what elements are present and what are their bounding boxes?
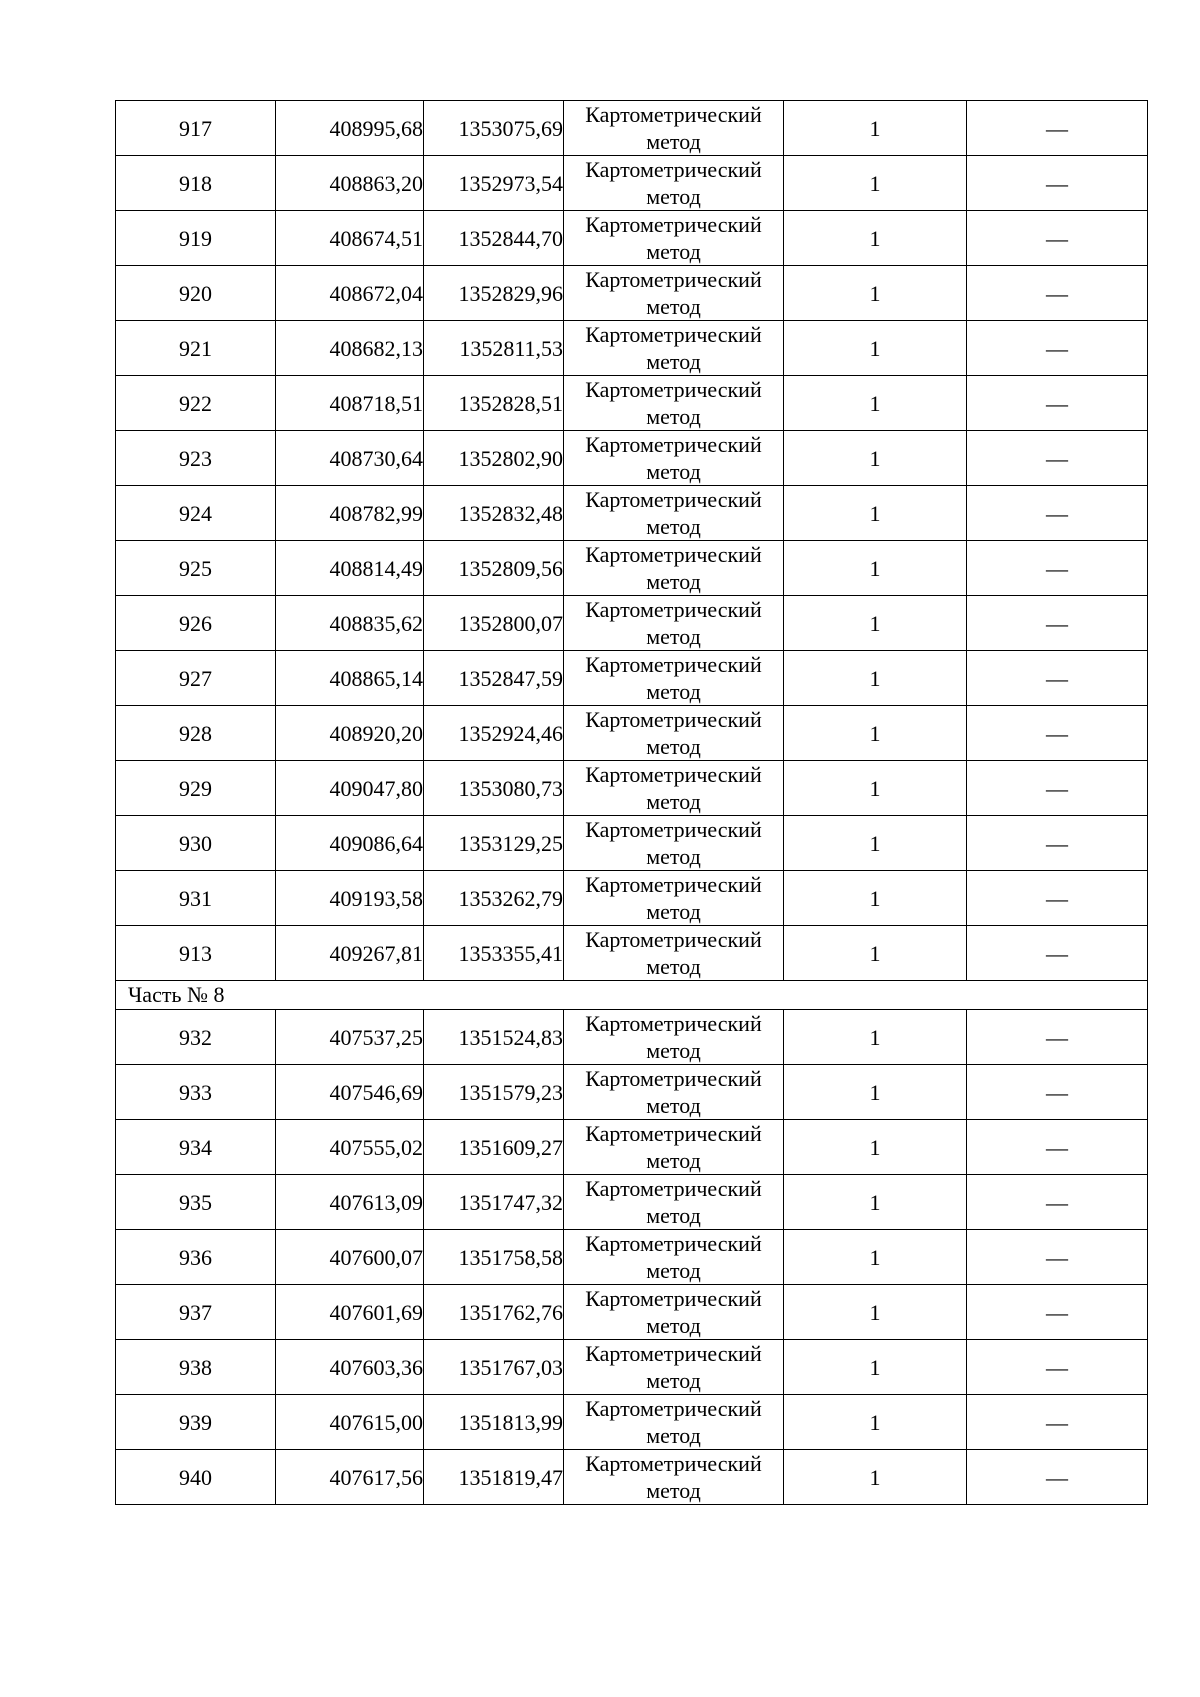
- method-line-2: метод: [646, 404, 701, 429]
- x-coordinate-cell: 408995,68: [276, 101, 424, 156]
- description-cell: —: [967, 211, 1148, 266]
- method-line-1: Картометрический: [585, 1396, 762, 1421]
- accuracy-cell: 1: [784, 706, 967, 761]
- method-cell: [564, 871, 784, 926]
- x-coordinate-cell: 407601,69: [276, 1285, 424, 1340]
- point-number-cell: 936: [116, 1230, 276, 1285]
- point-number-cell: 917: [116, 101, 276, 156]
- method-line-2: метод: [646, 1368, 701, 1393]
- point-number-cell: 940: [116, 1450, 276, 1505]
- method-line-1: Картометрический: [585, 1341, 762, 1366]
- y-coordinate-cell: 1351762,76: [424, 1285, 564, 1340]
- description-cell: —: [967, 1230, 1148, 1285]
- x-coordinate-cell: 409193,58: [276, 871, 424, 926]
- description-cell: —: [967, 1340, 1148, 1395]
- method-line-1: Картометрический: [585, 872, 762, 897]
- y-coordinate-cell: 1352829,96: [424, 266, 564, 321]
- y-coordinate-cell: 1352973,54: [424, 156, 564, 211]
- description-cell: —: [967, 431, 1148, 486]
- y-coordinate-cell: 1353129,25: [424, 816, 564, 871]
- method-line-2: метод: [646, 184, 701, 209]
- table-body: [116, 101, 1148, 1505]
- method-cell: [564, 1285, 784, 1340]
- section-row: [116, 981, 1148, 1010]
- method-line-1: Картометрический: [585, 1286, 762, 1311]
- accuracy-cell: 1: [784, 266, 967, 321]
- method-line-2: метод: [646, 569, 701, 594]
- method-cell: [564, 706, 784, 761]
- point-number-cell: 923: [116, 431, 276, 486]
- x-coordinate-cell: 409047,80: [276, 761, 424, 816]
- table-row: [116, 101, 1148, 156]
- x-coordinate-cell: 409267,81: [276, 926, 424, 981]
- point-number-cell: 930: [116, 816, 276, 871]
- method-cell: [564, 211, 784, 266]
- method-line-2: метод: [646, 1203, 701, 1228]
- y-coordinate-cell: 1351747,32: [424, 1175, 564, 1230]
- method-line-2: метод: [646, 844, 701, 869]
- x-coordinate-cell: 407603,36: [276, 1340, 424, 1395]
- table-row: [116, 431, 1148, 486]
- method-line-1: Картометрический: [585, 597, 762, 622]
- method-line-2: метод: [646, 1148, 701, 1173]
- method-cell: [564, 816, 784, 871]
- accuracy-cell: 1: [784, 1010, 967, 1065]
- table-row: [116, 1450, 1148, 1505]
- table-row: [116, 1340, 1148, 1395]
- method-line-2: метод: [646, 459, 701, 484]
- method-cell: [564, 431, 784, 486]
- table-row: [116, 596, 1148, 651]
- method-line-1: Картометрический: [585, 1231, 762, 1256]
- method-cell: [564, 541, 784, 596]
- method-line-2: метод: [646, 514, 701, 539]
- y-coordinate-cell: 1351609,27: [424, 1120, 564, 1175]
- method-line-2: метод: [646, 789, 701, 814]
- x-coordinate-cell: 407615,00: [276, 1395, 424, 1450]
- method-line-1: Картометрический: [585, 1176, 762, 1201]
- y-coordinate-cell: 1352811,53: [424, 321, 564, 376]
- x-coordinate-cell: 409086,64: [276, 816, 424, 871]
- description-cell: —: [967, 596, 1148, 651]
- y-coordinate-cell: 1352802,90: [424, 431, 564, 486]
- method-line-2: метод: [646, 899, 701, 924]
- description-cell: —: [967, 816, 1148, 871]
- point-number-cell: 924: [116, 486, 276, 541]
- accuracy-cell: 1: [784, 1340, 967, 1395]
- y-coordinate-cell: 1351758,58: [424, 1230, 564, 1285]
- x-coordinate-cell: 408835,62: [276, 596, 424, 651]
- method-line-1: Картометрический: [585, 1451, 762, 1476]
- table-row: [116, 541, 1148, 596]
- table-row: [116, 266, 1148, 321]
- table-row: [116, 1065, 1148, 1120]
- description-cell: —: [967, 156, 1148, 211]
- accuracy-cell: 1: [784, 1120, 967, 1175]
- table-row: [116, 321, 1148, 376]
- description-cell: —: [967, 1395, 1148, 1450]
- y-coordinate-cell: 1353075,69: [424, 101, 564, 156]
- table-row: [116, 706, 1148, 761]
- x-coordinate-cell: 408814,49: [276, 541, 424, 596]
- table-row: [116, 376, 1148, 431]
- method-cell: [564, 321, 784, 376]
- point-number-cell: 935: [116, 1175, 276, 1230]
- method-cell: [564, 101, 784, 156]
- description-cell: —: [967, 1285, 1148, 1340]
- y-coordinate-cell: 1352924,46: [424, 706, 564, 761]
- method-line-1: Картометрический: [585, 817, 762, 842]
- x-coordinate-cell: 408782,99: [276, 486, 424, 541]
- method-line-1: Картометрический: [585, 487, 762, 512]
- accuracy-cell: 1: [784, 541, 967, 596]
- y-coordinate-cell: 1351819,47: [424, 1450, 564, 1505]
- accuracy-cell: 1: [784, 1230, 967, 1285]
- method-line-2: метод: [646, 679, 701, 704]
- table-row: [116, 1230, 1148, 1285]
- method-line-1: Картометрический: [585, 542, 762, 567]
- method-line-1: Картометрический: [585, 432, 762, 457]
- coordinates-table: [115, 100, 1148, 1505]
- accuracy-cell: 1: [784, 1395, 967, 1450]
- table-row: [116, 651, 1148, 706]
- description-cell: —: [967, 926, 1148, 981]
- y-coordinate-cell: 1353355,41: [424, 926, 564, 981]
- method-line-1: Картометрический: [585, 102, 762, 127]
- method-line-1: Картометрический: [585, 1011, 762, 1036]
- method-cell: [564, 376, 784, 431]
- point-number-cell: 921: [116, 321, 276, 376]
- x-coordinate-cell: 408920,20: [276, 706, 424, 761]
- accuracy-cell: 1: [784, 211, 967, 266]
- method-cell: [564, 1450, 784, 1505]
- point-number-cell: 926: [116, 596, 276, 651]
- description-cell: —: [967, 1065, 1148, 1120]
- method-cell: [564, 926, 784, 981]
- method-line-1: Картометрический: [585, 1066, 762, 1091]
- method-line-2: метод: [646, 1093, 701, 1118]
- y-coordinate-cell: 1352800,07: [424, 596, 564, 651]
- method-line-1: Картометрический: [585, 762, 762, 787]
- description-cell: —: [967, 761, 1148, 816]
- accuracy-cell: 1: [784, 816, 967, 871]
- method-cell: [564, 761, 784, 816]
- description-cell: —: [967, 486, 1148, 541]
- method-line-2: метод: [646, 349, 701, 374]
- method-cell: [564, 266, 784, 321]
- point-number-cell: 934: [116, 1120, 276, 1175]
- method-line-1: Картометрический: [585, 652, 762, 677]
- x-coordinate-cell: 407546,69: [276, 1065, 424, 1120]
- point-number-cell: 938: [116, 1340, 276, 1395]
- y-coordinate-cell: 1353262,79: [424, 871, 564, 926]
- point-number-cell: 937: [116, 1285, 276, 1340]
- table-row: [116, 156, 1148, 211]
- y-coordinate-cell: 1351524,83: [424, 1010, 564, 1065]
- accuracy-cell: 1: [784, 1450, 967, 1505]
- x-coordinate-cell: 407617,56: [276, 1450, 424, 1505]
- x-coordinate-cell: 407600,07: [276, 1230, 424, 1285]
- method-line-2: метод: [646, 624, 701, 649]
- x-coordinate-cell: 408718,51: [276, 376, 424, 431]
- x-coordinate-cell: 408672,04: [276, 266, 424, 321]
- accuracy-cell: 1: [784, 156, 967, 211]
- table-row: [116, 211, 1148, 266]
- point-number-cell: 925: [116, 541, 276, 596]
- method-line-1: Картометрический: [585, 707, 762, 732]
- accuracy-cell: 1: [784, 761, 967, 816]
- method-line-2: метод: [646, 239, 701, 264]
- description-cell: —: [967, 706, 1148, 761]
- accuracy-cell: 1: [784, 651, 967, 706]
- point-number-cell: 927: [116, 651, 276, 706]
- method-line-1: Картометрический: [585, 157, 762, 182]
- accuracy-cell: 1: [784, 1175, 967, 1230]
- method-cell: [564, 1395, 784, 1450]
- x-coordinate-cell: 407537,25: [276, 1010, 424, 1065]
- method-line-1: Картометрический: [585, 1121, 762, 1146]
- x-coordinate-cell: 408730,64: [276, 431, 424, 486]
- method-cell: [564, 156, 784, 211]
- table-row: [116, 816, 1148, 871]
- method-line-2: метод: [646, 1478, 701, 1503]
- accuracy-cell: 1: [784, 926, 967, 981]
- method-line-2: метод: [646, 294, 701, 319]
- y-coordinate-cell: 1352844,70: [424, 211, 564, 266]
- method-line-2: метод: [646, 734, 701, 759]
- point-number-cell: 913: [116, 926, 276, 981]
- method-cell: [564, 1010, 784, 1065]
- y-coordinate-cell: 1351813,99: [424, 1395, 564, 1450]
- table-row: [116, 761, 1148, 816]
- x-coordinate-cell: 407555,02: [276, 1120, 424, 1175]
- y-coordinate-cell: 1352847,59: [424, 651, 564, 706]
- x-coordinate-cell: 408865,14: [276, 651, 424, 706]
- table-row: [116, 1010, 1148, 1065]
- method-line-2: метод: [646, 1313, 701, 1338]
- table-row: [116, 1120, 1148, 1175]
- description-cell: —: [967, 871, 1148, 926]
- method-line-1: Картометрический: [585, 322, 762, 347]
- table-row: [116, 486, 1148, 541]
- table-row: [116, 1175, 1148, 1230]
- method-line-1: Картометрический: [585, 212, 762, 237]
- y-coordinate-cell: 1353080,73: [424, 761, 564, 816]
- x-coordinate-cell: 408674,51: [276, 211, 424, 266]
- y-coordinate-cell: 1351579,23: [424, 1065, 564, 1120]
- description-cell: —: [967, 1120, 1148, 1175]
- point-number-cell: 919: [116, 211, 276, 266]
- description-cell: —: [967, 1450, 1148, 1505]
- y-coordinate-cell: 1351767,03: [424, 1340, 564, 1395]
- table-row: [116, 926, 1148, 981]
- method-cell: [564, 1340, 784, 1395]
- point-number-cell: 939: [116, 1395, 276, 1450]
- description-cell: —: [967, 541, 1148, 596]
- description-cell: —: [967, 651, 1148, 706]
- accuracy-cell: 1: [784, 376, 967, 431]
- x-coordinate-cell: 407613,09: [276, 1175, 424, 1230]
- description-cell: —: [967, 266, 1148, 321]
- point-number-cell: 929: [116, 761, 276, 816]
- accuracy-cell: 1: [784, 486, 967, 541]
- accuracy-cell: 1: [784, 1285, 967, 1340]
- point-number-cell: 922: [116, 376, 276, 431]
- y-coordinate-cell: 1352828,51: [424, 376, 564, 431]
- method-cell: [564, 1120, 784, 1175]
- method-cell: [564, 486, 784, 541]
- method-line-2: метод: [646, 1038, 701, 1063]
- method-cell: [564, 1065, 784, 1120]
- accuracy-cell: 1: [784, 1065, 967, 1120]
- description-cell: —: [967, 321, 1148, 376]
- point-number-cell: 918: [116, 156, 276, 211]
- description-cell: —: [967, 1175, 1148, 1230]
- accuracy-cell: 1: [784, 431, 967, 486]
- point-number-cell: 931: [116, 871, 276, 926]
- method-line-1: Картометрический: [585, 927, 762, 952]
- method-line-2: метод: [646, 1423, 701, 1448]
- table-row: [116, 1285, 1148, 1340]
- accuracy-cell: 1: [784, 596, 967, 651]
- method-line-1: Картометрический: [585, 267, 762, 292]
- point-number-cell: 920: [116, 266, 276, 321]
- x-coordinate-cell: 408863,20: [276, 156, 424, 211]
- point-number-cell: 933: [116, 1065, 276, 1120]
- method-cell: [564, 1230, 784, 1285]
- table-row: [116, 871, 1148, 926]
- accuracy-cell: 1: [784, 871, 967, 926]
- method-line-2: метод: [646, 954, 701, 979]
- description-cell: —: [967, 1010, 1148, 1065]
- method-line-2: метод: [646, 129, 701, 154]
- method-cell: [564, 1175, 784, 1230]
- table-row: [116, 1395, 1148, 1450]
- y-coordinate-cell: 1352832,48: [424, 486, 564, 541]
- accuracy-cell: 1: [784, 101, 967, 156]
- method-cell: [564, 651, 784, 706]
- method-cell: [564, 596, 784, 651]
- y-coordinate-cell: 1352809,56: [424, 541, 564, 596]
- accuracy-cell: 1: [784, 321, 967, 376]
- x-coordinate-cell: 408682,13: [276, 321, 424, 376]
- point-number-cell: 928: [116, 706, 276, 761]
- description-cell: —: [967, 376, 1148, 431]
- method-line-2: метод: [646, 1258, 701, 1283]
- section-label: Часть № 8: [116, 981, 1148, 1010]
- description-cell: —: [967, 101, 1148, 156]
- point-number-cell: 932: [116, 1010, 276, 1065]
- method-line-1: Картометрический: [585, 377, 762, 402]
